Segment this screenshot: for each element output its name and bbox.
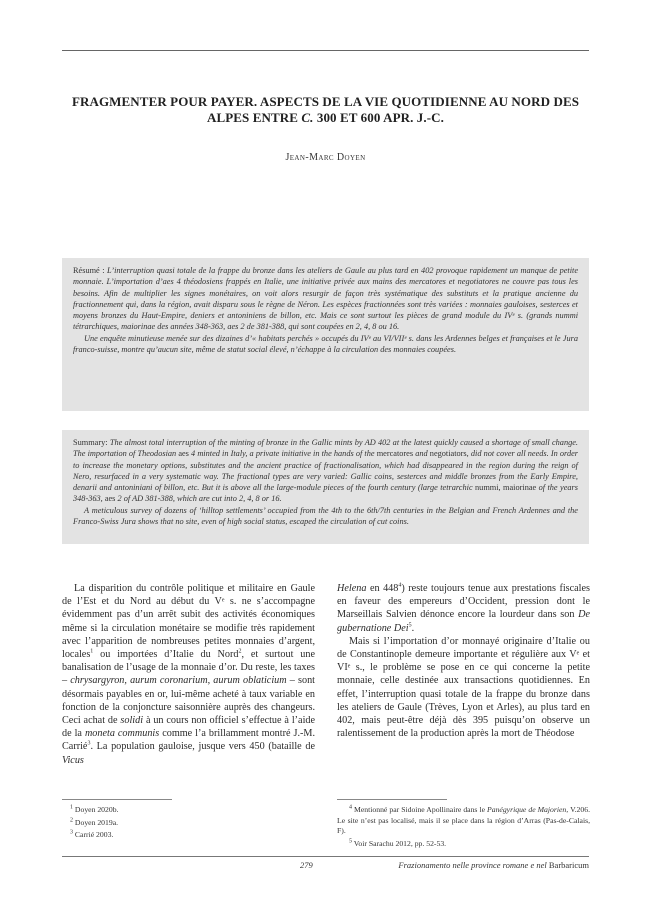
footnote-rule-right [337, 799, 447, 800]
resume-label: Résumé : [73, 266, 105, 275]
footnote-3: $^3$ Carrié 2003. [70, 829, 114, 840]
footnote-2: $^2$ Doyen 2019a. [70, 817, 119, 827]
tax-names: chrysargyron, aurum coronarium, aurum oblaticium [70, 675, 287, 687]
footnote-ref-3[interactable]: 3 [87, 741, 91, 748]
footnote-5: $^5$ Voir Sarachu 2012, pp. 52-53. [349, 838, 447, 848]
summary-text-e: 2 of AD 381-388, which are cut into 2, 4, 8 or 16. [117, 494, 282, 504]
footnote-1: $^1$ Doyen 2020b. [70, 804, 119, 814]
footnotes-right [337, 805, 590, 851]
summary-text-b: 4 minted in Italy, a private initiative in the hands of the [191, 449, 375, 459]
summary-text-c: did not cover all needs. In order to increase the monetary options, substitutes and the ancient practice of fractionalisation, which had disappeared in the region during the reign of Nero, resurfaced in a very systematic way. The fractional types are very varied: Gallic coins, sesterces and middle bronzes from the Early Empire, denarii and antoniniani of billon, etc. But it is above all the large-module pieces of the fourth century (large tetrarchic [73, 449, 579, 493]
body-text: , et surtout une banalisation de l’usage de la monnaie d’or. Du reste, les taxes – [62, 649, 315, 687]
title-circa: C. [301, 110, 314, 125]
footnotes-left [62, 805, 315, 843]
title-line-2b: 300 ET 600 APR. J.-C. [316, 110, 445, 125]
body-paragraph-2: Mais si l’importation d’or monnayé originaire d’Italie ou de Constantinople demeure importante et régulière aux Vᵉ et VIᵉ s., le problème se pose en ce qui concerne la petite monnaie, celle destinée aux transactions quotidiennes. En effet, l’interruption quasi totale de la frappe du bronze dans les ateliers de Gaule (Trèves, Lyon et Arles), au plus tard en 402, mais peut-être déjà dès 395 puisqu’on observe un ralentissement de la production après la mort de Théodose [337, 635, 590, 740]
body-text: . La population gauloise, jusque vers 450 (bataille de [90, 741, 315, 753]
body-text: ) reste toujours tenue aux prestations fiscales en faveur des empereurs d’Occident, pression dont le Marseillais Salvien dénonce encore la lourdeur dans son [337, 583, 590, 621]
body-text: – sont désormais payables en or, lui-même acheté à taux variable en fonction de la conjoncture saisonnière auprès des changeurs. Ceci achat de [62, 675, 315, 727]
title-line-2a: ALPES ENTRE [206, 110, 298, 125]
title-line-1: FRAGMENTER POUR PAYER. ASPECTS DE LA VIE QUOTIDIENNE AU NORD DES [71, 94, 580, 109]
body-text: La disparition du contrôle politique et militaire en Gaule de l’Est et du Nord au début du Vᵉ s. ne s’accompagne évidemment pas d’un arrêt subit des activités économiques même si la circulation monétaire se modifie très rapidement avec l’apparition de nombreuses petites monnaies d’argent, locales [62, 583, 315, 661]
body-column-left [62, 582, 315, 767]
body-text: . [411, 622, 415, 634]
resume-paragraph-2: Une enquête minutieuse menée sur des dizaines d’« habitats perchés » occupés du IVᵉ au VI/VIIᵉ s. dans les Ardennes belges et françaises et le Jura franco-suisse, montre qu’aucun site, même de statut social élevé, n’échappe à la circulation des monnaies coupées. [73, 333, 578, 355]
footnote-4: $^4$ Mentionné par Sidoine Apollinaire dans le Panégyrique de Majorien, V.206. Le site n’est pas localisé, mais il se place dans la région d’Arras (Pas-de-Calais, F). [337, 804, 590, 836]
running-head: Frazionamento nelle province romane e nel Barbaricum [398, 860, 589, 870]
body-text: en 448 [366, 583, 399, 594]
body-text: à un cours non officiel s’effectue à l’aide de la [62, 715, 316, 740]
work-title: De gubernatione Dei [337, 609, 590, 634]
summary-aes-2: aes [104, 494, 116, 504]
summary-and: and [415, 449, 428, 459]
summary-paragraph-2: A meticulous survey of dozens of ‘hilltop settlements’ occupied from the 4th to the 6th/7th centuries in the Belgian and French Ardennes and the Franco-Swiss Jura shows that no site, even of high social status, escaped the circulation of cut coins. [73, 505, 578, 527]
footnote-ref-1[interactable]: 1 [90, 648, 94, 655]
term-solidi: solidi [120, 715, 144, 727]
resume-paragraph-1: L’interruption quasi totale de la frappe du bronze dans les ateliers de Gaule au plus tard en 402 provoque rapidement un manque de petite monnaie. L’importation d’aes 4 théodosiens frappés en Italie, une initiative privée aux mains des mercatores et negotiatores ne couvre pas tous les besoins. Afin de multiplier les signes monétaires, on voit alors resurgir de façon très systématique des substituts et la pratique ancienne du fractionnement qui, dans la région, avait disparu sous le règne de Néron. Les espèces fractionnées sont très variées : monnaies gauloises, sesterces et moyens bronzes du Haut-Empire, deniers et antoniniens de billon, etc. Mais ce sont surtout les pièces de grand module du IVᵉ s. (grands nummi tétrarchiques, maiorinae des années 348-363, aes 2 de 381-388, qui sont coupées en 2, 4, 8 ou 16. [73, 266, 579, 332]
summary-aes: aes [178, 449, 189, 459]
summary-nummi: nummi, [475, 483, 501, 493]
summary-text-a: The almost total interruption of the minting of bronze in the Gallic mints by AD 402 at the latest quickly caused a shortage of small change. The importation of Theodosian [73, 438, 579, 459]
author-name: Jean-Marc Doyen [285, 152, 366, 163]
summary-text-d: of the years 348-363, [73, 483, 578, 504]
body-column-right [337, 582, 590, 740]
footnote-rule-left [62, 799, 172, 800]
summary-mercatores: mercatores [376, 449, 414, 459]
top-rule [62, 50, 589, 51]
page-number: 279 [300, 860, 313, 870]
place-vicus: Vicus [62, 754, 84, 766]
summary-maiorinae: maiorinae [503, 483, 537, 493]
term-moneta-communis: moneta communis [84, 728, 160, 740]
body-text: comme l’a brillamment montré J.-M. Carrié [62, 728, 316, 753]
bottom-rule [62, 856, 589, 857]
summary-label: Summary: [73, 438, 108, 447]
resume-box [62, 258, 589, 411]
footnote-ref-2[interactable]: 2 [238, 648, 242, 655]
summary-negotiators: negotiators, [429, 449, 469, 459]
footnote-ref-4[interactable]: 4 [398, 582, 402, 589]
place-helena: Helena [337, 583, 367, 594]
article-title [62, 94, 589, 126]
summary-box [62, 430, 589, 544]
footnote-ref-5[interactable]: 5 [408, 622, 412, 629]
body-text: ou importées d’Italie du Nord [93, 649, 239, 661]
